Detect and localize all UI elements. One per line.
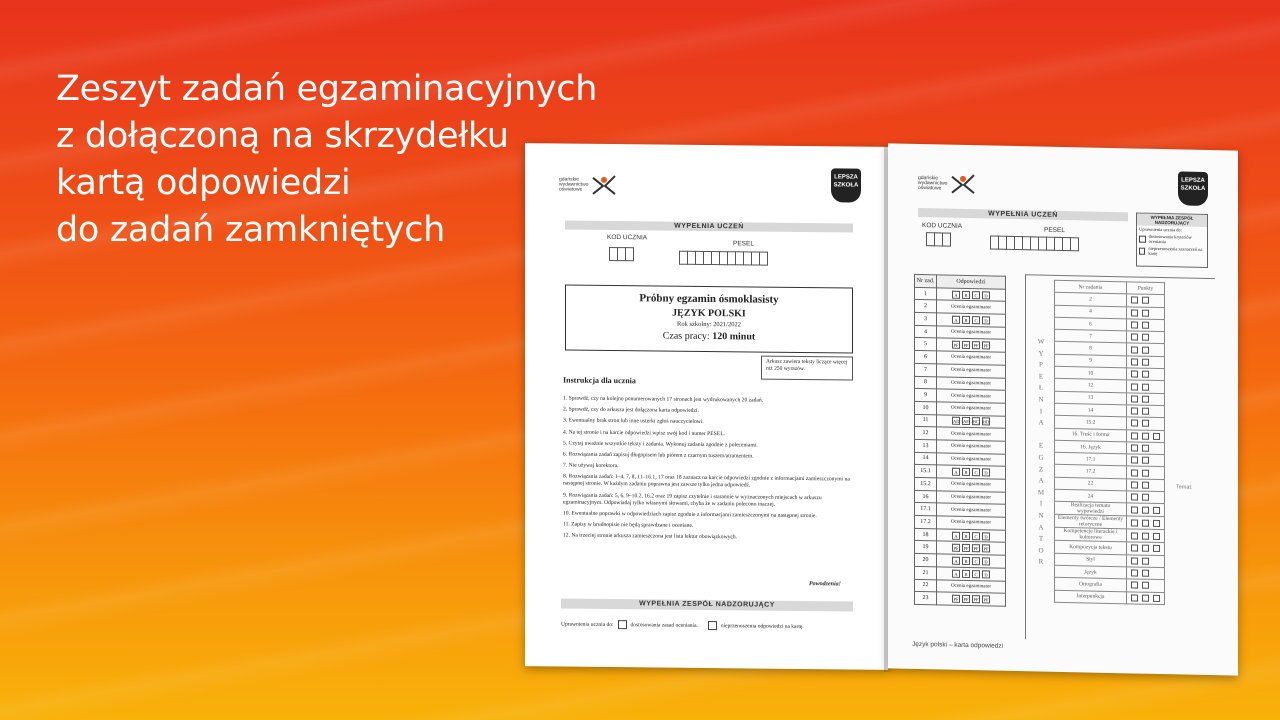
answer-option-box[interactable]: BD xyxy=(982,418,990,426)
answer-option-box[interactable]: D xyxy=(982,557,990,565)
score-row-label: 7 xyxy=(1055,330,1127,344)
answer-option-box[interactable]: AE xyxy=(962,417,970,425)
answer-option-box[interactable]: PF xyxy=(972,544,980,552)
score-checkbox[interactable] xyxy=(1131,358,1138,365)
score-row-label: 10 xyxy=(1055,366,1127,380)
answer-option-box[interactable]: C xyxy=(972,532,980,540)
instruction-item: 6. Rozwiązania zadań zapisuj długopisem lub piórem z czarnym tuszem/atramentem. xyxy=(563,451,754,460)
score-checkbox[interactable] xyxy=(1142,570,1149,577)
answer-option-box[interactable]: C xyxy=(972,291,980,299)
answer-option-box[interactable]: PF xyxy=(982,545,990,553)
evaluated-by-examiner: Ocenia egzaminator xyxy=(937,452,1006,466)
score-checkbox[interactable] xyxy=(1131,532,1138,539)
score-checkbox[interactable] xyxy=(1131,506,1138,513)
score-row-label: 17.1 xyxy=(1055,452,1127,466)
score-checkbox[interactable] xyxy=(1142,322,1149,329)
answer-option-box[interactable]: PF xyxy=(962,341,970,349)
team-checkbox-1[interactable] xyxy=(1139,235,1146,242)
score-row-label: Język xyxy=(1055,565,1127,579)
pesel-label-right: PESEL xyxy=(1044,226,1065,235)
score-checkbox[interactable] xyxy=(1131,432,1138,439)
answer-row-number: 23 xyxy=(915,592,937,605)
col-nr-header: Nr zad. xyxy=(915,274,937,287)
score-checkbox[interactable] xyxy=(1142,532,1149,539)
pesel-boxes-right[interactable] xyxy=(990,235,1078,251)
answer-option-box[interactable]: AD xyxy=(952,417,960,425)
answer-option-box[interactable]: D xyxy=(982,468,990,476)
score-row-label: Elementy twórcze / Elementy retoryczne xyxy=(1055,515,1127,530)
score-checkbox[interactable] xyxy=(1131,383,1138,390)
score-checkbox[interactable] xyxy=(1153,433,1160,440)
answer-option-box[interactable]: PF xyxy=(972,595,980,603)
score-row-label: 6 xyxy=(1055,317,1127,331)
answer-row-number: 22 xyxy=(915,579,937,592)
examiner-vertical-label: W Y P E Ł N I A E G Z A M I N A T O R xyxy=(1037,337,1045,566)
divider-line-top xyxy=(1025,274,1215,279)
exam-subject: JĘZYK POLSKI xyxy=(672,307,746,320)
exam-title: Próbny egzamin ósmoklasisty xyxy=(639,292,779,306)
score-checkbox[interactable] xyxy=(1142,359,1149,366)
answer-option-box[interactable]: PF xyxy=(962,595,970,603)
evaluated-by-examiner: Ocenia egzaminator xyxy=(937,579,1006,593)
score-checkbox[interactable] xyxy=(1131,321,1138,328)
instruction-item: 12. Na trzeciej stronie arkusza zamieszczona jest lista lektur obowiązkowych. xyxy=(563,532,738,541)
team-box: WYPEŁNIA ZESPÓŁ NADZORUJĄCY Uprawnienia ucznia do: dostosowania kryteriów oceniania nieprzenoszenia zaznaczeń na kartę xyxy=(1136,213,1208,269)
answer-option-box[interactable]: PF xyxy=(982,595,990,603)
headline-line-3: kartą odpowiedzi xyxy=(56,163,351,203)
evaluated-by-examiner: Ocenia egzaminator xyxy=(937,389,1006,403)
answer-option-box[interactable]: A xyxy=(952,557,960,565)
answer-row-number: 3 xyxy=(915,312,937,325)
answer-option-box[interactable]: D xyxy=(982,570,990,578)
answer-option-box[interactable]: BC xyxy=(972,418,980,426)
team-checkbox-2[interactable] xyxy=(1139,247,1145,254)
score-checkbox[interactable] xyxy=(1153,520,1160,527)
answer-option-box[interactable]: D xyxy=(982,291,990,299)
exam-title-box xyxy=(565,285,853,354)
score-header: Nr zadania xyxy=(1055,280,1127,294)
score-checkbox[interactable] xyxy=(1142,557,1149,564)
score-checkbox[interactable] xyxy=(1131,594,1138,601)
score-checkbox[interactable] xyxy=(1131,371,1138,378)
answer-option-box[interactable]: B xyxy=(962,570,970,578)
kod-ucznia-boxes-right[interactable] xyxy=(926,232,950,247)
score-checkbox[interactable] xyxy=(1131,582,1138,589)
lepsza-szkola-badge: LEPSZA SZKOŁA xyxy=(831,168,861,202)
answer-row-number: 14 xyxy=(915,452,937,465)
answer-option-box[interactable]: C xyxy=(972,557,980,565)
score-checkbox[interactable] xyxy=(1142,334,1149,341)
publisher-logo-right: gdańskie wydawnictwo oświatowe xyxy=(918,172,976,195)
score-row-label: Ortografia xyxy=(1055,578,1127,592)
evaluated-by-examiner: Ocenia egzaminator xyxy=(937,364,1006,378)
answer-row-number: 6 xyxy=(915,351,937,364)
evaluated-by-examiner: Ocenia egzaminator xyxy=(937,503,1006,517)
instruction-item: 4. Na tej stronie i na karcie odpowiedzi wpisz swój kod i numer PESEL. xyxy=(563,429,726,437)
answer-option-box[interactable]: A xyxy=(952,531,960,539)
score-checkbox[interactable] xyxy=(1142,594,1149,601)
score-checkbox[interactable] xyxy=(1131,481,1138,488)
answer-row-number: 7 xyxy=(915,363,937,376)
answer-row-number: 17.2 xyxy=(915,515,937,528)
score-row-label: 8 xyxy=(1055,342,1127,356)
lepsza-szkola-badge-right: LEPSZA SZKOŁA xyxy=(1178,171,1208,206)
answer-option-box[interactable]: A xyxy=(952,468,960,476)
instruction-item: 1. Sprawdź, czy na kolejno ponumerowanych 17 stronach jest wydrukowanych 20 zadań. xyxy=(563,395,764,404)
publisher-logo xyxy=(559,173,617,196)
evaluated-by-examiner: Ocenia egzaminator xyxy=(937,478,1006,492)
score-row-label: 12 xyxy=(1055,379,1127,393)
score-row-label: 9 xyxy=(1055,354,1127,368)
instructions-heading: Instrukcja dla ucznia xyxy=(563,375,636,386)
score-checkbox[interactable] xyxy=(1131,545,1138,552)
answer-row xyxy=(915,592,1006,607)
evaluated-by-examiner: Ocenia egzaminator xyxy=(937,376,1006,390)
score-checkbox[interactable] xyxy=(1153,533,1160,540)
score-row-label: 4 xyxy=(1055,305,1127,319)
score-checkbox[interactable] xyxy=(1153,507,1160,514)
answer-option-box[interactable]: B xyxy=(962,290,970,298)
answer-row-number: 19 xyxy=(915,541,937,554)
score-checkbox[interactable] xyxy=(1142,383,1149,390)
answer-row-number: 13 xyxy=(915,439,937,452)
score-row-label: 24 xyxy=(1055,489,1127,503)
score-checkbox[interactable] xyxy=(1131,334,1138,341)
score-row-label: Styl xyxy=(1055,553,1127,567)
score-row xyxy=(1055,590,1165,605)
instruction-item: 3. Ewentualny brak stron lub inne usterki zgłoś nauczycielowi. xyxy=(563,417,704,426)
score-checkbox[interactable] xyxy=(1131,557,1138,564)
evaluated-by-examiner: Ocenia egzaminator xyxy=(937,440,1006,454)
answer-card-page xyxy=(888,143,1238,675)
instructions-list xyxy=(563,395,855,546)
score-checkbox[interactable] xyxy=(1142,408,1149,415)
answer-row-number: 18 xyxy=(915,528,937,541)
instruction-item: 5. Czytaj uważnie wszystkie teksty i zadania. Wykonuj zadania zgodnie z poleceniami. xyxy=(563,440,758,449)
score-checkbox[interactable] xyxy=(1142,371,1149,378)
score-checkbox[interactable] xyxy=(1142,445,1149,452)
score-checkbox[interactable] xyxy=(1142,469,1149,476)
instruction-item: 7. Nie używaj korektora. xyxy=(563,462,619,470)
answer-row-number: 10 xyxy=(915,401,937,414)
score-row-label: 16. Treść i forma xyxy=(1055,428,1127,442)
score-checkbox[interactable] xyxy=(1131,457,1138,464)
answer-row-number: 16 xyxy=(915,490,937,503)
evaluated-by-examiner: Ocenia egzaminator xyxy=(937,516,1006,530)
answer-option-box[interactable]: A xyxy=(952,290,960,298)
evaluated-by-examiner: Ocenia egzaminator xyxy=(937,300,1006,314)
answer-option-box[interactable]: A xyxy=(952,569,960,577)
answer-row-number: 15.1 xyxy=(915,465,937,478)
adjust-grading-checkbox[interactable] xyxy=(618,620,627,629)
points-header: Punkty xyxy=(1127,282,1165,295)
answer-option-box[interactable]: B xyxy=(962,316,970,324)
answer-row-number: 12 xyxy=(915,427,937,440)
score-row-label: 17.2 xyxy=(1055,465,1127,479)
score-row-label: 14 xyxy=(1055,403,1127,417)
evaluated-by-examiner: Ocenia egzaminator xyxy=(937,351,1006,365)
score-row-label: Kompetencje literackie i kulturowe xyxy=(1055,528,1127,543)
exam-time: Czas pracy: 120 minut xyxy=(662,330,756,343)
instruction-item: 9. Rozwiązania zadań: 5, 6, 9–10.2, 16.2 oraz 19 zapisz czytelnie i starannie w wyznaczonych miejscach w arkuszu egzaminacyjnym. Odpowiadaj tylko własnymi słowami, chyba że w zadaniu polecono inaczej. xyxy=(563,491,822,508)
score-row-label: Interpunkcja xyxy=(1055,590,1127,604)
score-checkbox[interactable] xyxy=(1142,297,1149,304)
school-year: Rok szkolny: 2021/2022 xyxy=(677,320,741,329)
score-table xyxy=(1054,280,1165,605)
answer-option-box[interactable]: D xyxy=(982,532,990,540)
score-row-label: 16. Język xyxy=(1055,440,1127,454)
good-luck-text: Powodzenia! xyxy=(809,581,842,588)
score-row-label: 2 xyxy=(1055,293,1127,307)
score-row-label: 13 xyxy=(1055,391,1127,405)
instruction-item: 8. Rozwiązania zadań: 1–4, 7, 8, 11–16.1, 17 oraz 18 zaznacz na karcie odpowiedzi zgodnie z informacjami zamieszczonymi na następnej stronie. W każdym zadaniu poprawna jest zawsze tylko jedna odpowiedź. xyxy=(563,473,850,489)
instruction-item: 2. Sprawdź, czy do arkusza jest dołączona karta odpowiedzi. xyxy=(563,406,699,415)
answer-row-number: 8 xyxy=(915,376,937,389)
fill-team-bar: WYPEŁNIA ZESPÓŁ NADZORUJĄCY xyxy=(561,598,853,611)
answer-row-number: 1 xyxy=(915,287,937,300)
answer-option-box[interactable]: PF xyxy=(952,341,960,349)
logo-text-1: gdańskie xyxy=(559,175,580,183)
temat-label: Temat: xyxy=(1176,484,1193,491)
score-checkbox[interactable] xyxy=(1142,395,1149,402)
score-checkbox[interactable] xyxy=(1131,297,1138,304)
instruction-item: 10. Ewentualne poprawki w odpowiedziach zapisz zgodnie z informacjami zamieszczonymi na następnej stronie. xyxy=(563,510,817,519)
answer-row-number: 15.2 xyxy=(915,477,937,490)
score-checkbox[interactable] xyxy=(1131,519,1138,526)
permissions-row: Uprawnienia ucznia do: dostosowania zasad oceniania. nieprzenoszenia odpowiedzi na kartę. xyxy=(561,620,804,630)
publisher-mark-icon xyxy=(591,174,617,196)
answer-option-box[interactable]: B xyxy=(962,557,970,565)
score-checkbox[interactable] xyxy=(1142,432,1149,439)
evaluated-by-examiner: Ocenia egzaminator xyxy=(937,491,1006,505)
score-checkbox[interactable] xyxy=(1142,309,1149,316)
score-checkbox[interactable] xyxy=(1142,545,1149,552)
score-checkbox[interactable] xyxy=(1142,482,1149,489)
divider-line xyxy=(1025,274,1026,639)
headline-line-1: Zeszyt zadań egzaminacyjnych xyxy=(56,69,598,109)
answer-row-number: 20 xyxy=(915,554,937,567)
answer-option-box[interactable]: B xyxy=(962,531,970,539)
evaluated-by-examiner: Ocenia egzaminator xyxy=(937,326,1006,340)
answer-options xyxy=(937,592,1006,606)
pesel-boxes[interactable] xyxy=(679,251,767,266)
logo-text-3: oświatowe xyxy=(559,185,583,193)
col-answers-header: Odpowiedzi xyxy=(937,275,1006,289)
answer-option-box[interactable]: C xyxy=(972,468,980,476)
kod-ucznia-boxes[interactable] xyxy=(609,247,633,261)
score-row-label: Kompozycja tekstu xyxy=(1055,541,1127,555)
headline xyxy=(56,66,597,254)
score-checkbox[interactable] xyxy=(1142,457,1149,464)
score-checkbox[interactable] xyxy=(1131,395,1138,402)
answer-row-number: 4 xyxy=(915,325,937,338)
logo-text-2: wydawnictwo xyxy=(559,180,589,188)
score-checkbox[interactable] xyxy=(1131,408,1138,415)
score-checkbox[interactable] xyxy=(1142,582,1149,589)
instruction-item: 11. Zapisy w brudnopisie nie będą sprawdzane i oceniane. xyxy=(563,521,694,529)
answer-option-box[interactable]: C xyxy=(972,316,980,324)
score-checkbox[interactable] xyxy=(1153,545,1160,552)
answer-row-number: 9 xyxy=(915,389,937,402)
headline-line-2: z dołączoną na skrzydełku xyxy=(56,116,509,156)
answer-option-box[interactable]: D xyxy=(982,316,990,324)
answer-option-box[interactable]: PF xyxy=(952,595,960,603)
evaluated-by-examiner: Ocenia egzaminator xyxy=(937,402,1006,416)
answer-option-box[interactable]: PF xyxy=(962,544,970,552)
text-length-note: Arkusz zawiera teksty liczące więcej niż 250 wyrazów. xyxy=(761,356,853,381)
kod-ucznia-label: KOD UCZNIA xyxy=(607,233,648,242)
answer-row-number: 21 xyxy=(915,566,937,579)
score-checkbox[interactable] xyxy=(1142,519,1149,526)
headline-line-4: do zadań zamkniętych xyxy=(56,210,446,250)
fill-student-bar: WYPEŁNIA UCZEŃ xyxy=(565,221,853,233)
answer-option-box[interactable]: C xyxy=(972,570,980,578)
kod-ucznia-label-right: KOD UCZNIA xyxy=(922,222,963,230)
answer-option-box[interactable]: PF xyxy=(952,544,960,552)
evaluated-by-examiner: Ocenia egzaminator xyxy=(937,427,1006,441)
score-checkbox[interactable] xyxy=(1142,506,1149,513)
score-checkbox[interactable] xyxy=(1142,420,1149,427)
no-transfer-checkbox[interactable] xyxy=(708,621,717,630)
answer-table xyxy=(914,274,1006,607)
answer-row-number: 5 xyxy=(915,338,937,351)
answer-option-box[interactable]: PF xyxy=(972,341,980,349)
score-checkbox[interactable] xyxy=(1131,570,1138,577)
score-checkbox[interactable] xyxy=(1131,346,1138,353)
score-checkbox[interactable] xyxy=(1131,420,1138,427)
score-row-label: 22 xyxy=(1055,477,1127,491)
score-row-label: 15.2 xyxy=(1055,416,1127,430)
exam-booklet-cover xyxy=(525,143,888,670)
score-checkbox[interactable] xyxy=(1142,346,1149,353)
score-checkbox[interactable] xyxy=(1153,595,1160,602)
fill-student-bar-right: WYPEŁNIA UCZEŃ xyxy=(918,208,1128,221)
publisher-mark-icon xyxy=(950,173,976,196)
pesel-label: PESEL xyxy=(733,240,754,248)
score-checkbox[interactable] xyxy=(1142,494,1149,501)
score-checkbox[interactable] xyxy=(1131,309,1138,316)
score-checkbox[interactable] xyxy=(1131,494,1138,501)
page-footer: Język polski – karta odpowiedzi xyxy=(912,640,1004,650)
answer-option-box[interactable]: A xyxy=(952,316,960,324)
score-checkbox[interactable] xyxy=(1131,469,1138,476)
score-checkbox[interactable] xyxy=(1131,444,1138,451)
answer-option-box[interactable]: PF xyxy=(982,342,990,350)
answer-option-box[interactable]: B xyxy=(962,468,970,476)
answer-row-number: 2 xyxy=(915,300,937,313)
answer-row-number: 17.1 xyxy=(915,503,937,516)
answer-row-number: 11 xyxy=(915,414,937,427)
score-row-label: Realizacja tematu wypowiedzi xyxy=(1055,502,1127,517)
